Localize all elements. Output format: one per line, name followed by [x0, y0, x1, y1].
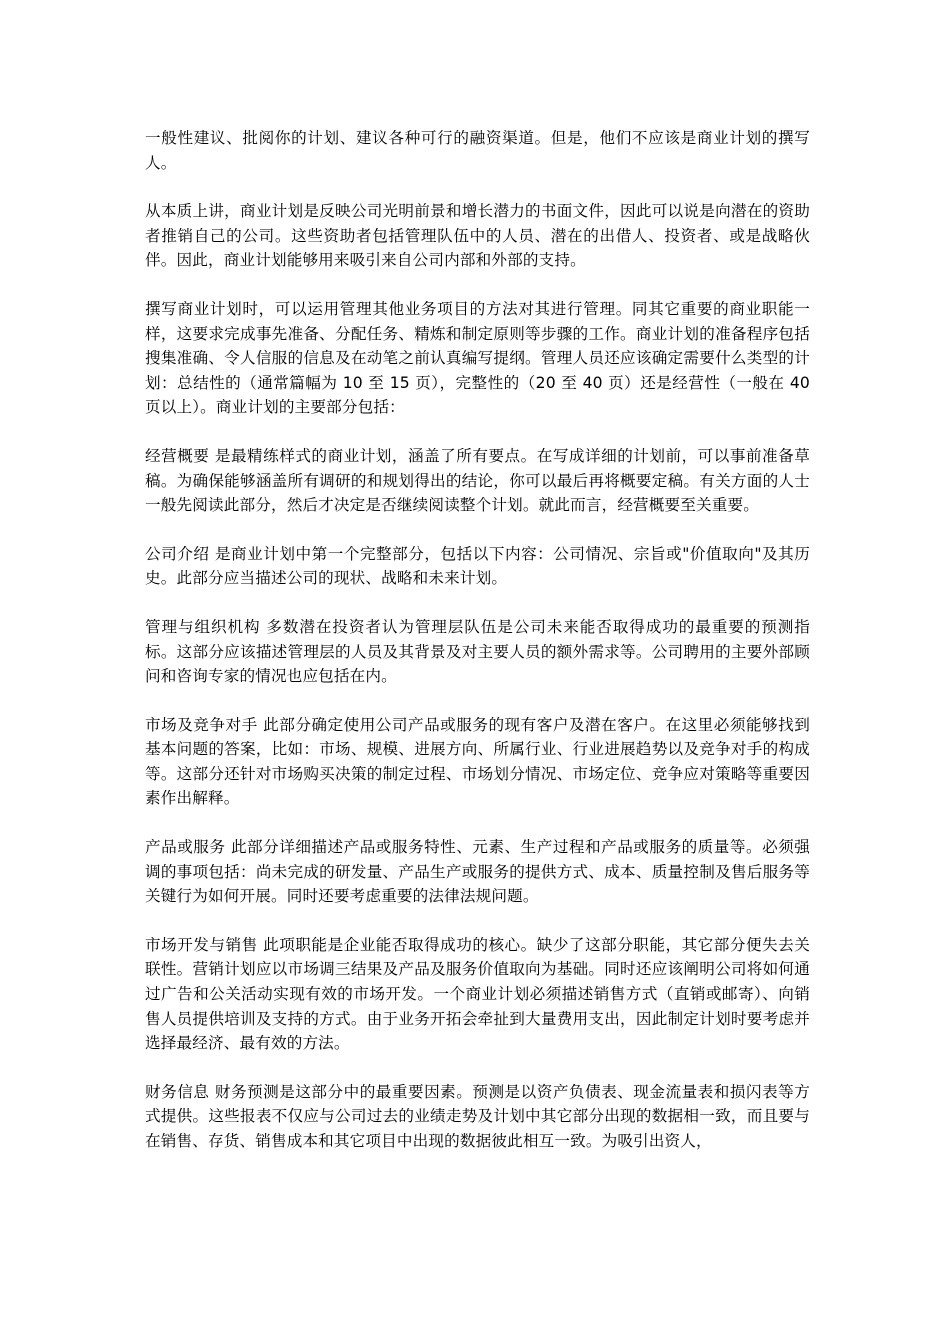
section-heading: 财务信息	[145, 1082, 215, 1101]
paragraph-text: 此项职能是企业能否取得成功的核心。缺少了这部分职能，其它部分便失去关联性。营销计划应以市场调三结果及产品及服务价值取向为基础。同时还应该阐明公司将如何通过广告和公关活动实现有效的市场开发。一个商业计划必须描述销售方式（直销或邮寄）、向销售人员提供培训及支持的方式。由于业务开拓会牵扯到大量费用支出，因此制定计划时要考虑并选择最经济、最有效的方法。	[145, 935, 810, 1053]
paragraph-company-intro	[145, 542, 810, 591]
section-heading: 公司介绍	[145, 544, 215, 563]
paragraph-text: 从本质上讲，商业计划是反映公司光明前景和增长潜力的书面文件，因此可以说是向潜在的资助者推销自己的公司。这些资助者包括管理队伍中的人员、潜在的出借人、投资者、或是战略伙伴。因此，商业计划能够用来吸引来自公司内部和外部的支持。	[145, 202, 810, 270]
paragraph-text: 一般性建议、批阅你的计划、建议各种可行的融资渠道。但是，他们不应该是商业计划的撰写人。	[145, 129, 810, 172]
section-heading: 市场及竞争对手	[145, 715, 264, 734]
document-body	[145, 126, 810, 1178]
section-heading: 经营概要	[145, 446, 215, 465]
paragraph-financial-info	[145, 1080, 810, 1154]
paragraph-text: 此部分详细描述产品或服务特性、元素、生产过程和产品或服务的质量等。必须强调的事项包括：尚未完成的研发量、产品生产或服务的提供方式、成本、质量控制及售后服务等关键行为如何开展。同时还要考虑重要的法律法规问题。	[145, 838, 810, 906]
paragraph-text: 撰写商业计划时，可以运用管理其他业务项目的方法对其进行管理。同其它重要的商业职能一样，这要求完成事先准备、分配任务、精炼和制定原则等步骤的工作。商业计划的准备程序包括搜集准确、令人信服的信息及在动笔之前认真编写提纲。管理人员还应该确定需要什么类型的计划：总结性的（通常篇幅为 10 至 15 页），完整性的（20 至 40 页）还是经营性（一般在 40 页以上）。商业计划的主要部分包括：	[145, 299, 810, 417]
section-heading: 产品或服务	[145, 838, 231, 857]
paragraph-text: 是商业计划中第一个完整部分，包括以下内容：公司情况、宗旨或"价值取向"及其历史。此部分应当描述公司的现状、战略和未来计划。	[145, 544, 810, 588]
paragraph-text: 此部分确定使用公司产品或服务的现有客户及潜在客户。在这里必须能够找到基本问题的答案，比如：市场、规模、进展方向、所属行业、行业进展趋势以及竞争对手的构成等。这部分还针对市场购买决策的制定过程、市场划分情况、市场定位、竞争应对策略等重要因素作出解释。	[145, 715, 810, 808]
paragraph-text: 是最精练样式的商业计划，涵盖了所有要点。在写成详细的计划前，可以事前准备草稿。为确保能够涵盖所有调研的和规划得出的结论，你可以最后再将概要定稿。有关方面的人士一般先阅读此部分，然后才决定是否继续阅读整个计划。就此而言，经营概要至关重要。	[145, 446, 810, 515]
paragraph-financing-advice	[145, 126, 810, 175]
paragraph-essence	[145, 199, 810, 273]
paragraph-writing-process	[145, 297, 810, 420]
paragraph-management	[145, 615, 810, 689]
paragraph-marketing-sales	[145, 933, 810, 1056]
paragraph-market-competitors	[145, 713, 810, 811]
paragraph-products-services	[145, 835, 810, 909]
section-heading: 管理与组织机构	[145, 617, 267, 636]
paragraph-text: 多数潜在投资者认为管理层队伍是公司未来能否取得成功的最重要的预测指标。这部分应该描述管理层的人员及其背景及对主要人员的额外需求等。公司聘用的主要外部顾问和咨询专家的情况也应包括在内。	[145, 617, 810, 686]
section-heading: 市场开发与销售	[145, 935, 264, 954]
paragraph-text: 财务预测是这部分中的最重要因素。预测是以资产负债表、现金流量表和损闪表等方式提供。这些报表不仅应与公司过去的业绩走势及计划中其它部分出现的数据相一致，而且要与在销售、存货、销售成本和其它项目中出现的数据彼此相互一致。为吸引出资人，	[145, 1082, 810, 1150]
paragraph-executive-summary	[145, 444, 810, 518]
